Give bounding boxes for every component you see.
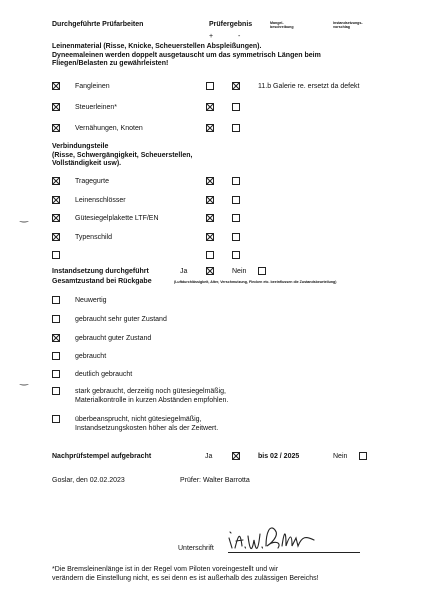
result-plus-checkbox[interactable] xyxy=(206,103,214,111)
result-minus-checkbox[interactable] xyxy=(232,103,240,111)
section-title: Durchgeführte Prüfarbeiten xyxy=(52,21,144,28)
stamp-no-checkbox[interactable] xyxy=(359,452,367,460)
line-material-label: Fangleinen xyxy=(75,83,110,90)
plus-column-label: + xyxy=(209,33,214,40)
stamp-yes-checkbox[interactable] xyxy=(232,452,240,460)
defect-note: 11.b Galerie re. ersetzt da defekt xyxy=(258,83,360,90)
result-minus-checkbox[interactable] xyxy=(232,82,240,90)
result-minus-checkbox[interactable] xyxy=(232,124,240,132)
result-minus-checkbox[interactable] xyxy=(232,177,240,185)
result-minus-checkbox[interactable] xyxy=(232,214,240,222)
line-material-heading: Leinenmaterial (Risse, Knicke, Scheuerstellen Abspleißungen). Dyneemaleinen werden doppelt ausgetauscht um das symmetrisch Längen beim Fliegen/Belasten zu gewährleisten! xyxy=(52,43,321,68)
result-plus-checkbox[interactable] xyxy=(206,233,214,241)
connector-checkbox[interactable] xyxy=(52,251,60,259)
connector-checkbox[interactable] xyxy=(52,196,60,204)
repair-yes-checkbox[interactable] xyxy=(206,267,214,275)
minus-column-label: - xyxy=(238,33,241,40)
result-plus-checkbox[interactable] xyxy=(206,82,214,90)
condition-checkbox[interactable] xyxy=(52,315,60,323)
result-minus-checkbox[interactable] xyxy=(232,251,240,259)
condition-checkbox[interactable] xyxy=(52,352,60,360)
condition-label: überbeansprucht, nicht gütesiegelmäßig, Instandsetzungskosten höher als der Zeitwert. xyxy=(75,416,219,432)
connector-label: Tragegurte xyxy=(75,178,109,185)
condition-label: Neuwertig xyxy=(75,297,107,304)
stamp-valid-until: bis 02 / 2025 xyxy=(258,453,300,460)
result-plus-checkbox[interactable] xyxy=(206,251,214,259)
result-plus-checkbox[interactable] xyxy=(206,124,214,132)
signature-label: Unterschrift xyxy=(178,545,214,552)
condition-label: stark gebraucht, derzeitig noch gütesiegelmäßig, Materialkontrolle in kurzen Abständen empfohlen. xyxy=(75,388,229,404)
condition-label: gebraucht xyxy=(75,353,107,360)
defect-description-heading: Mangel- beschreibung xyxy=(270,21,294,29)
connector-checkbox[interactable] xyxy=(52,214,60,222)
connector-checkbox[interactable] xyxy=(52,233,60,241)
repair-yes-label: Ja xyxy=(180,268,188,275)
result-minus-checkbox[interactable] xyxy=(232,196,240,204)
result-plus-checkbox[interactable] xyxy=(206,196,214,204)
condition-label: gebraucht guter Zustand xyxy=(75,335,152,342)
line-material-checkbox[interactable] xyxy=(52,103,60,111)
overall-condition-detail: (Luftdurchlässigkeit, Alter, Verschmutzung, Flecken etc. beeinflussen die Zustandsbeurteilung) xyxy=(174,280,337,284)
condition-label: deutlich gebraucht xyxy=(75,371,133,378)
line-material-label: Steuerleinen* xyxy=(75,104,118,111)
repair-no-checkbox[interactable] xyxy=(258,267,266,275)
connector-checkbox[interactable] xyxy=(52,177,60,185)
condition-checkbox[interactable] xyxy=(52,296,60,304)
overall-condition-label: Gesamtzustand bei Rückgabe xyxy=(52,278,152,285)
result-plus-checkbox[interactable] xyxy=(206,177,214,185)
result-minus-checkbox[interactable] xyxy=(232,233,240,241)
connector-label: Gütesiegelplakette LTF/EN xyxy=(75,215,159,222)
repair-suggestion-heading: Instandsetzungs- vorschlag xyxy=(333,21,363,29)
line-material-checkbox[interactable] xyxy=(52,124,60,132)
result-plus-checkbox[interactable] xyxy=(206,214,214,222)
condition-checkbox[interactable] xyxy=(52,387,60,395)
place-and-date: Goslar, den 02.02.2023 xyxy=(52,477,125,484)
handwritten-signature xyxy=(226,522,318,558)
condition-checkbox[interactable] xyxy=(52,334,60,342)
condition-checkbox[interactable] xyxy=(52,370,60,378)
brake-line-footnote: *Die Bremsleinenlänge ist in der Regel vom Piloten voreingestellt und wir verändern die Einstellung nicht, es sei denn es ist außerhalb des zulässigen Bereichs! xyxy=(52,566,319,582)
stamp-yes-label: Ja xyxy=(205,453,213,460)
connector-label: Leinenschlösser xyxy=(75,197,126,204)
inspector-name: Prüfer: Walter Barrotta xyxy=(180,477,250,484)
connector-label: Typenschild xyxy=(75,234,112,241)
margin-mark: ‿ xyxy=(20,212,29,223)
margin-mark: ‿ xyxy=(20,375,29,386)
line-material-checkbox[interactable] xyxy=(52,82,60,90)
inspection-stamp-label: Nachprüfstempel aufgebracht xyxy=(52,453,152,460)
repair-no-label: Nein xyxy=(232,268,247,275)
line-material-label: Vernähungen, Knoten xyxy=(75,125,143,132)
repair-done-label: Instandsetzung durchgeführt xyxy=(52,268,149,275)
condition-label: gebraucht sehr guter Zustand xyxy=(75,316,167,323)
stamp-no-label: Nein xyxy=(333,453,348,460)
result-column-heading: Prüfergebnis xyxy=(209,21,253,28)
condition-checkbox[interactable] xyxy=(52,415,60,423)
connectors-heading: Verbindungsteile (Risse, Schwergängigkeit, Scheuerstellen, Vollständigkeit usw). xyxy=(52,143,193,168)
